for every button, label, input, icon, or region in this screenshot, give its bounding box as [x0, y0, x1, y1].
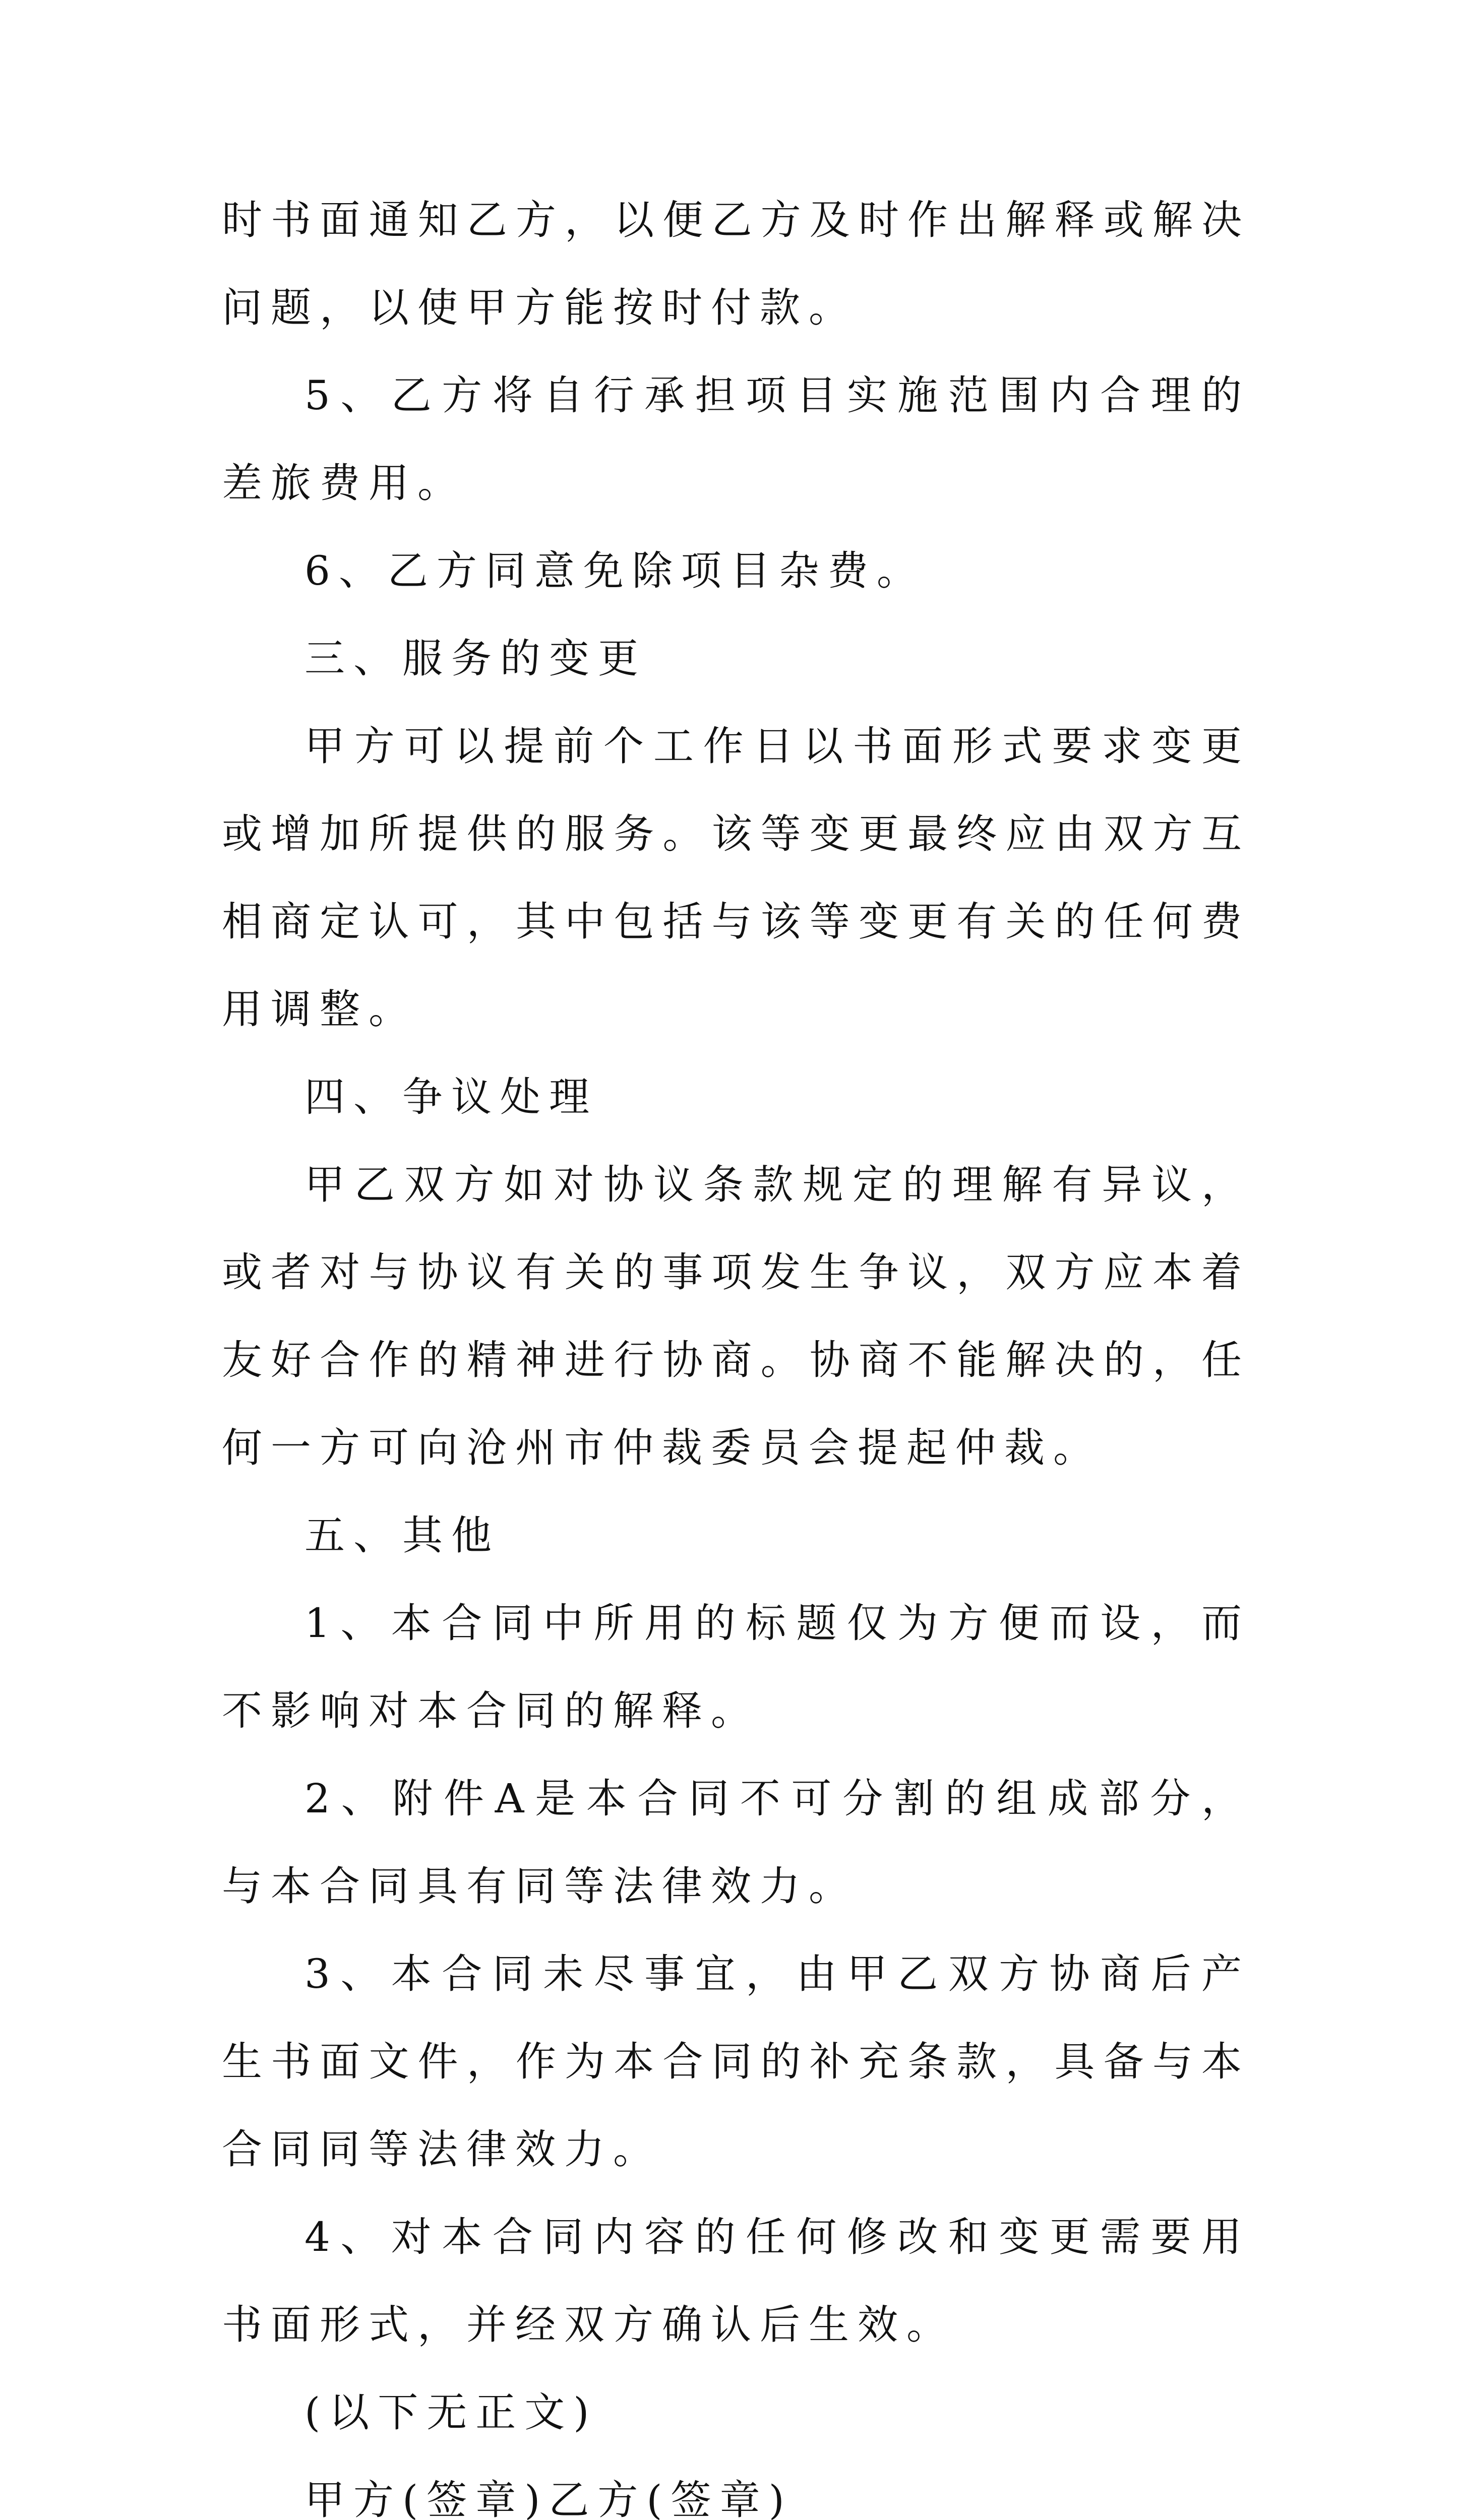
paragraph-no-further-text: (以下无正文) [305, 2389, 598, 2436]
paragraph-headings-clause: 1、本合同中所用的标题仅为方便而设，而不影响对本合同的解释。 [222, 1600, 1250, 1734]
paragraph-supplement-clause: 3、本合同未尽事宜，由甲乙双方协商后产生书面文件，作为本合同的补充条款，具备与本合同同等法律效力。 [222, 1950, 1250, 2173]
paragraph-attachment-clause: 2、附件A是本合同不可分割的组成部分，与本合同具有同等法律效力。 [222, 1775, 1250, 1910]
paragraph-travel-expenses: 5、乙方将自行承担项目实施范围内合理的差旅费用。 [222, 372, 1250, 507]
paragraph-dispute: 甲乙双方如对协议条款规定的理解有异议，或者对与协议有关的事项发生争议，双方应本着友好合作的精神进行协商。协商不能解决的，任何一方可向沧州市仲裁委员会提起仲裁。 [222, 1161, 1250, 1471]
signature-line: 甲方(签章)乙方(签章) [305, 2477, 793, 2520]
paragraph-amendment-clause: 4、对本合同内容的任何修改和变更需要用书面形式，并经双方确认后生效。 [222, 2214, 1250, 2348]
document-body [222, 176, 1250, 2520]
paragraph-misc-fees: 6、乙方同意免除项目杂费。 [305, 547, 926, 594]
paragraph-payment-notice-continuation: 时书面通知乙方，以便乙方及时作出解释或解决问题，以使甲方能按时付款。 [222, 197, 1250, 331]
section-heading-other: 五、其他 [305, 1512, 500, 1559]
section-heading-dispute: 四、争议处理 [305, 1074, 598, 1120]
section-heading-service-change: 三、服务的变更 [305, 635, 647, 682]
paragraph-service-change: 甲方可以提前个工作日以书面形式要求变更或增加所提供的服务。该等变更最终应由双方互相商定认可，其中包括与该等变更有关的任何费用调整。 [222, 723, 1250, 1033]
